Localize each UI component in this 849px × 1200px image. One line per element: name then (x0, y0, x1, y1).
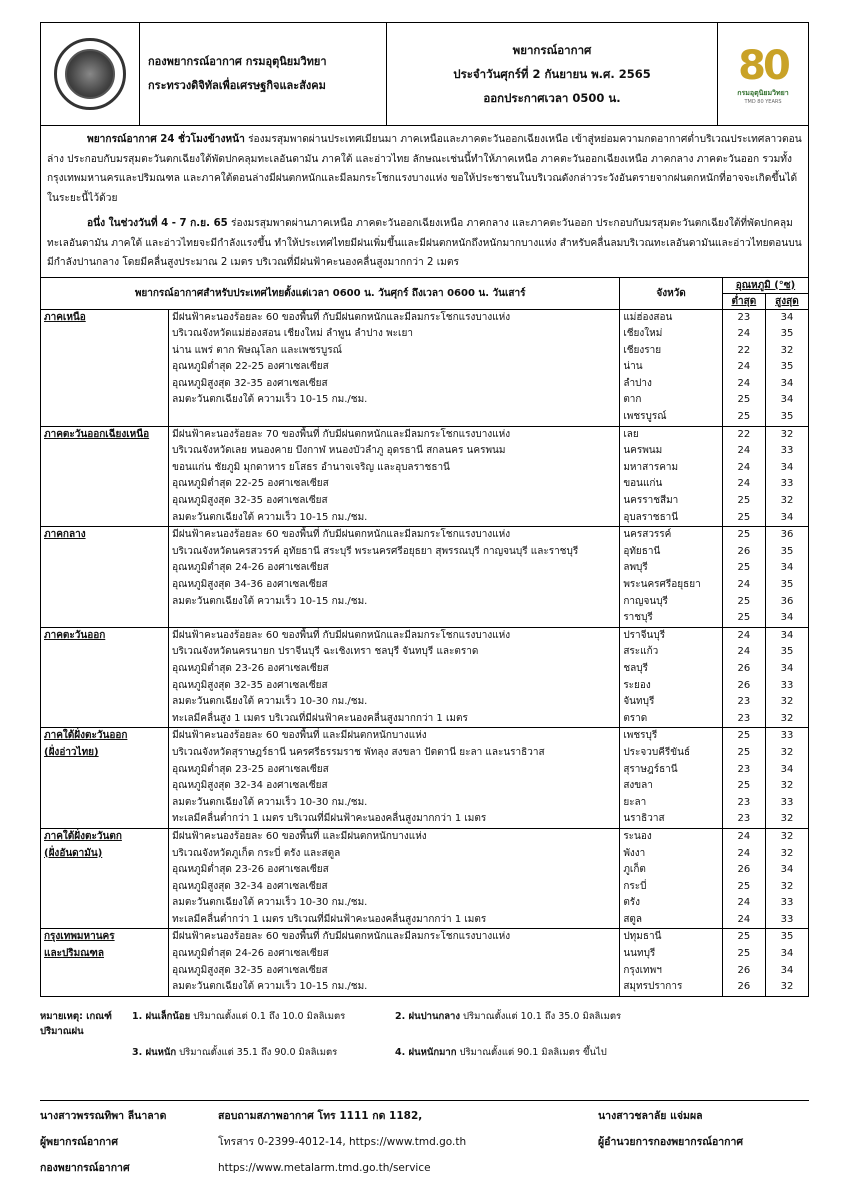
max-temp: 33 (780, 913, 794, 925)
min-temp: 23 (737, 813, 751, 825)
max-temp: 35 (780, 646, 794, 658)
contact-phone: สอบถามสภาพอากาศ โทร 1111 กด 1182, (218, 1110, 423, 1122)
province-list (620, 828, 723, 929)
province-name: แม่ฮ่องสอน (623, 311, 673, 323)
max-temp: 35 (780, 545, 794, 557)
min-temp: 25 (737, 411, 751, 423)
max-temp: 36 (780, 595, 794, 607)
min-temp: 25 (737, 495, 751, 507)
province-name: ปราจีนบุรี (623, 629, 666, 641)
region-name: ภาคกลาง (41, 527, 169, 628)
province-list (620, 309, 723, 426)
province-name: เพชรบูรณ์ (623, 411, 667, 423)
department-block (140, 23, 387, 125)
region-forecast-text: มีฝนฟ้าคะนองร้อยละ 60 ของพื้นที่ และมีฝนตกหนักบางแห่ง บริเวณจังหวัดภูเก็ต กระบี่ ตรัง และสตูล อุณหภูมิต่ำสุด 23-26 องศาเซลเซียส อุณหภูมิสูงสุด 32-34 องศาเซลเซียส ลมตะวันตกเฉียงใต้ ความเร็ว 10-30 กม./ชม. ทะเลมีคลื่นต่ำกว่า 1 เมตร บริเวณที่มีฝนฟ้าคะนองคลื่นสูงมากกว่า 1 เมตร (169, 828, 620, 929)
region-row (41, 627, 809, 728)
min-temp: 26 (737, 981, 751, 993)
min-temp: 23 (737, 763, 751, 775)
department-name: กองพยากรณ์อากาศ กรมอุตุนิยมวิทยา (148, 55, 327, 68)
anniversary-logo-icon: 80 (738, 42, 788, 89)
province-name: นราธิวาส (623, 813, 665, 825)
min-temp-list (722, 828, 765, 929)
province-name: ปทุมธานี (623, 931, 662, 943)
min-temp: 25 (737, 394, 751, 406)
max-temp: 32 (780, 830, 794, 842)
outlook-paragraph: อนึ่ง ในช่วงวันที่ 4 - 7 ก.ย. 65 ร่องมรสุมพาดผ่านภาคเหนือ ภาคตะวันออกเฉียงเหนือ ภาคกลาง และภาคตะวันออก ประกอบกับมรสุมตะวันตกเฉียงใต้ที่พัดปกคลุมทะเลอันดามัน ภาคใต้ และอ่าวไทยจะมีกำลังแรงขึ้น ทำให้ประเทศไทยมีฝนเพิ่มขึ้นและมีฝนตกหนักถึงหนักมากบางแห่ง สำหรับคลื่นลมบริเวณทะเลอันดามันและอ่าวไทยตอนบนมีกำลังปานกลาง โดยมีคลื่นสูงประมาณ 2 เมตร บริเวณที่มีฝนฟ้าคะนองคลื่นสูงมากกว่า 2 เมตร (40, 210, 809, 277)
province-name: ตาก (623, 394, 642, 406)
min-temp: 22 (737, 344, 751, 356)
province-name: น่าน (623, 361, 643, 373)
min-temp: 25 (737, 880, 751, 892)
province-name: สงขลา (623, 780, 653, 792)
min-temp: 24 (737, 913, 751, 925)
temperature-header: อุณหภูมิ (°ซ) (722, 277, 808, 293)
forecaster-role: ผู้พยากรณ์อากาศ (40, 1136, 118, 1148)
max-temp: 35 (780, 579, 794, 590)
director-role: ผู้อำนวยการกองพยากรณ์อากาศ (598, 1136, 744, 1148)
province-list (620, 728, 723, 829)
document-header (40, 22, 809, 126)
region-row (41, 309, 809, 426)
max-temp: 32 (780, 428, 794, 440)
max-temp: 32 (780, 780, 794, 792)
max-temp: 34 (780, 562, 794, 574)
min-temp: 25 (737, 780, 751, 792)
region-row (41, 527, 809, 628)
max-temp: 34 (780, 948, 794, 960)
province-list (620, 426, 723, 527)
min-temp: 22 (737, 428, 751, 440)
min-temp-list (722, 527, 765, 628)
max-temp: 32 (780, 847, 794, 859)
min-temp: 23 (737, 796, 751, 808)
logo-subcaption: TMD 80 YEARS (744, 98, 782, 105)
max-temp: 34 (780, 964, 794, 976)
max-temp: 32 (780, 813, 794, 825)
province-name: สมุทรปราการ (623, 981, 683, 993)
province-name: ระนอง (623, 830, 652, 842)
max-temp: 34 (780, 461, 794, 473)
max-temp: 34 (780, 612, 794, 624)
province-name: พระนครศรีอยุธยา (623, 579, 701, 590)
max-temp: 33 (780, 445, 794, 457)
min-temp: 23 (737, 311, 751, 323)
min-temp: 26 (737, 864, 751, 876)
province-list (620, 527, 723, 628)
max-temp-list (765, 728, 808, 829)
min-temp: 23 (737, 696, 751, 708)
province-name: นนทบุรี (623, 948, 656, 960)
province-name: ขอนแก่น (623, 478, 663, 490)
note-item: 3. ฝนหนัก ปริมาณตั้งแต่ 35.1 ถึง 90.0 มิลลิเมตร (132, 1046, 338, 1058)
document-title: พยากรณ์อากาศ (512, 43, 592, 57)
min-temp: 24 (737, 579, 751, 590)
forecast-document (40, 22, 809, 1060)
table-heading: พยากรณ์อากาศสำหรับประเทศไทยตั้งแต่เวลา 0600 น. วันศุกร์ ถึงเวลา 0600 น. วันเสาร์ (41, 277, 620, 309)
max-temp-header: สูงสุด (765, 293, 808, 309)
min-temp: 24 (737, 897, 751, 909)
min-temp: 26 (737, 545, 751, 557)
forecast-table (40, 277, 809, 997)
service-website: https://www.metalarm.tmd.go.th/service (218, 1162, 431, 1174)
logo-caption: กรมอุตุนิยมวิทยา (737, 88, 789, 97)
province-name: เลย (623, 428, 639, 440)
min-temp-list (722, 627, 765, 728)
province-name: นครพนม (623, 445, 663, 457)
director-name: นางสาวชลาลัย แจ่มผล (598, 1110, 703, 1122)
rain-criteria-notes (40, 1009, 809, 1060)
province-name: ระยอง (623, 679, 651, 691)
province-name: สระแก้ว (623, 646, 659, 658)
province-name: กรุงเทพฯ (623, 964, 662, 976)
max-temp: 34 (780, 864, 794, 876)
min-temp: 25 (737, 931, 751, 943)
min-temp-list (722, 426, 765, 527)
max-temp: 34 (780, 763, 794, 775)
region-forecast-text: มีฝนฟ้าคะนองร้อยละ 60 ของพื้นที่ กับมีฝนตกหนักและมีลมกระโชกแรงบางแห่ง อุณหภูมิต่ำสุด 24-26 องศาเซลเซียส อุณหภูมิสูงสุด 32-35 องศาเซลเซียส ลมตะวันตกเฉียงใต้ ความเร็ว 10-15 กม./ชม. (169, 929, 620, 996)
max-temp: 35 (780, 328, 794, 340)
min-temp: 24 (737, 629, 751, 641)
notes-label: หมายเหตุ: เกณฑ์ปริมาณฝน (40, 1010, 112, 1037)
region-name: ภาคใต้ฝั่งตะวันออก (ฝั่งอ่าวไทย) (41, 728, 169, 829)
contact-fax-website: โทรสาร 0-2399-4012-14, https://www.tmd.go.th (218, 1136, 467, 1148)
max-temp: 32 (780, 344, 794, 356)
document-footer (40, 1100, 809, 1181)
min-temp: 25 (737, 948, 751, 960)
min-temp: 26 (737, 679, 751, 691)
province-name: ภูเก็ต (623, 864, 646, 876)
province-name: อุทัยธานี (623, 545, 661, 557)
province-name: ลพบุรี (623, 562, 648, 574)
province-name: ยะลา (623, 796, 647, 808)
note-item: 1. ฝนเล็กน้อย ปริมาณตั้งแต่ 0.1 ถึง 10.0 มิลลิเมตร (132, 1010, 346, 1022)
issue-time: ออกประกาศเวลา 0500 น. (483, 91, 621, 105)
min-temp: 24 (737, 478, 751, 490)
max-temp: 34 (780, 662, 794, 674)
min-temp: 24 (737, 461, 751, 473)
max-temp: 34 (780, 377, 794, 389)
min-temp: 25 (737, 730, 751, 742)
min-temp: 24 (737, 847, 751, 859)
max-temp-list (765, 929, 808, 996)
province-name: ตราด (623, 712, 648, 724)
document-date: ประจำวันศุกร์ที่ 2 กันยายน พ.ศ. 2565 (453, 67, 651, 81)
min-temp-list (722, 929, 765, 996)
province-name: กระบี่ (623, 880, 647, 892)
max-temp: 35 (780, 361, 794, 373)
province-name: ประจวบคีรีขันธ์ (623, 746, 691, 758)
max-temp: 32 (780, 981, 794, 993)
max-temp: 34 (780, 629, 794, 641)
min-temp: 24 (737, 377, 751, 389)
title-block (387, 23, 718, 125)
min-temp: 25 (737, 595, 751, 607)
province-name: สตูล (623, 913, 643, 925)
region-name: ภาคตะวันออกเฉียงเหนือ (41, 426, 169, 527)
province-name: นครสวรรค์ (623, 529, 672, 541)
province-list (620, 929, 723, 996)
forecaster-department: กองพยากรณ์อากาศ (40, 1162, 130, 1174)
ministry-name: กระทรวงดิจิทัลเพื่อเศรษฐกิจและสังคม (148, 79, 326, 92)
province-name: มหาสารคาม (623, 461, 679, 473)
province-name: นครราชสีมา (623, 495, 679, 507)
max-temp-list (765, 426, 808, 527)
max-temp: 32 (780, 880, 794, 892)
region-row (41, 426, 809, 527)
region-name: ภาคตะวันออก (41, 627, 169, 728)
max-temp: 33 (780, 679, 794, 691)
forecaster-name: นางสาวพรรณทิพา ลีนาลาด (40, 1110, 167, 1122)
region-name: กรุงเทพมหานคร และปริมณฑล (41, 929, 169, 996)
province-name: ชลบุรี (623, 662, 648, 674)
min-temp: 25 (737, 562, 751, 574)
min-temp: 24 (737, 830, 751, 842)
province-name: สุราษฎร์ธานี (623, 763, 678, 775)
min-temp: 25 (737, 529, 751, 541)
region-row (41, 728, 809, 829)
region-forecast-text: มีฝนฟ้าคะนองร้อยละ 60 ของพื้นที่ กับมีฝนตกหนักและมีลมกระโชกแรงบางแห่ง บริเวณจังหวัดนครนายก ปราจีนบุรี ฉะเชิงเทรา ชลบุรี จันทบุรี และตราด อุณหภูมิต่ำสุด 23-26 องศาเซลเซียส อุณหภูมิสูงสุด 32-35 องศาเซลเซียส ลมตะวันตกเฉียงใต้ ความเร็ว 10-30 กม./ชม. ทะเลมีคลื่นสูง 1 เมตร บริเวณที่มีฝนฟ้าคะนองคลื่นสูงมากกว่า 1 เมตร (169, 627, 620, 728)
region-name: ภาคใต้ฝั่งตะวันตก (ฝั่งอันดามัน) (41, 828, 169, 929)
region-name: ภาคเหนือ (41, 309, 169, 426)
max-temp: 33 (780, 796, 794, 808)
min-temp: 25 (737, 511, 751, 523)
region-forecast-text: มีฝนฟ้าคะนองร้อยละ 60 ของพื้นที่ และมีฝนตกหนักบางแห่ง บริเวณจังหวัดสุราษฎร์ธานี นครศรีธรรมราช พัทลุง สงขลา ปัตตานี ยะลา และนราธิวาส อุณหภูมิต่ำสุด 23-25 องศาเซลเซียส อุณหภูมิสูงสุด 32-34 องศาเซลเซียส ลมตะวันตกเฉียงใต้ ความเร็ว 10-30 กม./ชม. ทะเลมีคลื่นต่ำกว่า 1 เมตร บริเวณที่มีฝนฟ้าคะนองคลื่นสูงมากกว่า 1 เมตร (169, 728, 620, 829)
max-temp: 32 (780, 495, 794, 507)
max-temp: 32 (780, 712, 794, 724)
region-forecast-text: มีฝนฟ้าคะนองร้อยละ 70 ของพื้นที่ กับมีฝนตกหนักและมีลมกระโชกแรงบางแห่ง บริเวณจังหวัดเลย หนองคาย บึงกาฬ หนองบัวลำภู อุดรธานี สกลนคร นครพนม ขอนแก่น ชัยภูมิ มุกดาหาร ยโสธร อำนาจเจริญ และอุบลราชธานี อุณหภูมิต่ำสุด 22-25 องศาเซลเซียส อุณหภูมิสูงสุด 32-35 องศาเซลเซียส ลมตะวันตกเฉียงใต้ ความเร็ว 10-15 กม./ชม. (169, 426, 620, 527)
min-temp: 25 (737, 746, 751, 758)
province-list (620, 627, 723, 728)
max-temp-list (765, 627, 808, 728)
max-temp-list (765, 527, 808, 628)
min-temp: 24 (737, 361, 751, 373)
min-temp: 24 (737, 328, 751, 340)
province-name: เพชรบุรี (623, 730, 658, 742)
max-temp-list (765, 309, 808, 426)
province-name: อุบลราชธานี (623, 511, 679, 523)
min-temp: 24 (737, 646, 751, 658)
region-forecast-text: มีฝนฟ้าคะนองร้อยละ 60 ของพื้นที่ กับมีฝนตกหนักและมีลมกระโชกแรงบางแห่ง บริเวณจังหวัดแม่ฮ่องสอน เชียงใหม่ ลำพูน ลำปาง พะเยา น่าน แพร่ ตาก พิษณุโลก และเพชรบูรณ์ อุณหภูมิต่ำสุด 22-25 องศาเซลเซียส อุณหภูมิสูงสุด 32-35 องศาเซลเซียส ลมตะวันตกเฉียงใต้ ความเร็ว 10-15 กม./ชม. (169, 309, 620, 426)
province-header: จังหวัด (620, 277, 723, 309)
max-temp: 35 (780, 411, 794, 423)
max-temp: 33 (780, 478, 794, 490)
province-name: กาญจนบุรี (623, 595, 668, 607)
province-name: จันทบุรี (623, 696, 655, 708)
min-temp: 23 (737, 712, 751, 724)
province-name: พังงา (623, 847, 646, 859)
max-temp: 34 (780, 311, 794, 323)
seal-cell (41, 23, 140, 125)
max-temp: 33 (780, 730, 794, 742)
region-forecast-text: มีฝนฟ้าคะนองร้อยละ 60 ของพื้นที่ กับมีฝนตกหนักและมีลมกระโชกแรงบางแห่ง บริเวณจังหวัดนครสวรรค์ อุทัยธานี สระบุรี พระนครศรีอยุธยา สุพรรณบุรี กาญจนบุรี และราชบุรี อุณหภูมิต่ำสุด 24-26 องศาเซลเซียส อุณหภูมิสูงสุด 34-36 องศาเซลเซียส ลมตะวันตกเฉียงใต้ ความเร็ว 10-15 กม./ชม. (169, 527, 620, 628)
note-item: 4. ฝนหนักมาก ปริมาณตั้งแต่ 90.1 มิลลิเมตร ขึ้นไป (395, 1046, 607, 1058)
province-name: ตรัง (623, 897, 641, 909)
forecast-24h-paragraph: พยากรณ์อากาศ 24 ชั่วโมงข้างหน้า ร่องมรสุมพาดผ่านประเทศเมียนมา ภาคเหนือและภาคตะวันออกเฉียงเหนือ เข้าสู่หย่อมความกดอากาศต่ำบริเวณประเทศลาวตอนล่าง ประกอบกับมรสุมตะวันตกเฉียงใต้พัดปกคลุมทะเลอันดามัน ภาคใต้ และอ่าวไทย ลักษณะเช่นนี้ทำให้ภาคเหนือ ภาคตะวันออกเฉียงเหนือ ภาคกลาง ภาคตะวันออก รวมทั้งกรุงเทพมหานครและปริมณฑล และภาคใต้ตอนล่างมีฝนตกหนักและมีลมกระโชกแรงบางแห่ง ขอให้ประชาชนในบริเวณดังกล่าวระวังอันตรายจากฝนตกหนักที่อาจจะเกิดขึ้นได้ในระยะนี้ไว้ด้วย (40, 126, 809, 210)
max-temp: 36 (780, 529, 794, 541)
anniversary-logo (718, 23, 808, 125)
min-temp-list (722, 728, 765, 829)
max-temp: 34 (780, 511, 794, 523)
max-temp: 33 (780, 897, 794, 909)
max-temp: 34 (780, 394, 794, 406)
government-seal-icon (54, 38, 126, 110)
province-name: เชียงราย (623, 344, 662, 356)
max-temp: 32 (780, 746, 794, 758)
region-row (41, 929, 809, 996)
max-temp: 32 (780, 696, 794, 708)
max-temp-list (765, 828, 808, 929)
max-temp: 35 (780, 931, 794, 943)
region-row (41, 828, 809, 929)
min-temp: 26 (737, 662, 751, 674)
min-temp-header: ต่ำสุด (722, 293, 765, 309)
note-item: 2. ฝนปานกลาง ปริมาณตั้งแต่ 10.1 ถึง 35.0 มิลลิเมตร (395, 1010, 622, 1022)
province-name: เชียงใหม่ (623, 328, 663, 340)
min-temp-list (722, 309, 765, 426)
min-temp: 25 (737, 612, 751, 624)
min-temp: 24 (737, 445, 751, 457)
province-name: ราชบุรี (623, 612, 653, 624)
min-temp: 26 (737, 964, 751, 976)
province-name: ลำปาง (623, 377, 652, 389)
